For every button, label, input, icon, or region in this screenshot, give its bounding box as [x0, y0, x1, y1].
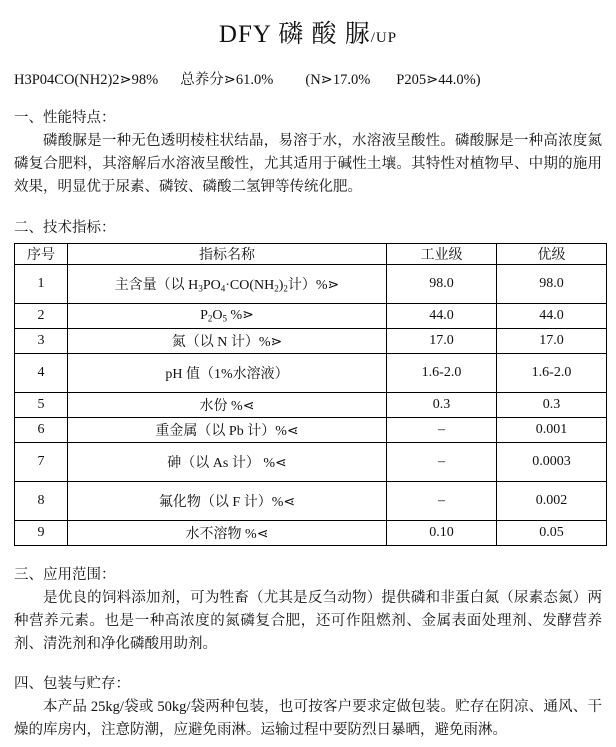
table-row [15, 520, 607, 545]
cell-industrial: 44.0 [387, 303, 497, 328]
cell-premium: 17.0 [497, 328, 607, 353]
table-row [15, 328, 607, 353]
cell-industrial: 1.6-2.0 [387, 353, 497, 392]
cell-no: 9 [15, 520, 68, 545]
section-heading-specs: 二、技术指标： [14, 219, 116, 236]
table-header-name: 指标名称 [68, 243, 387, 264]
table-row [15, 392, 607, 417]
table-header-industrial: 工业级 [387, 243, 497, 264]
cell-name: 砷（以 As 计） %⋖ [68, 442, 387, 481]
cell-industrial: 0.3 [387, 392, 497, 417]
page-title-main: DFY 磷 酸 脲 [218, 21, 371, 48]
cell-name: 重金属（以 Pb 计）%⋖ [68, 417, 387, 442]
cell-premium: 0.3 [497, 392, 607, 417]
table-row [15, 442, 607, 481]
cell-no: 5 [15, 392, 68, 417]
cell-premium: 98.0 [497, 264, 607, 303]
cell-industrial: – [387, 481, 497, 520]
page-title-sub: /UP [370, 30, 398, 46]
table-row [15, 353, 607, 392]
cell-premium: 0.0003 [497, 442, 607, 481]
spec-table [14, 243, 607, 546]
cell-no: 4 [15, 353, 68, 392]
cell-name: 水份 %⋖ [68, 392, 387, 417]
section-heading-performance: 一、性能特点： [14, 110, 116, 126]
formula-part-1: H3P04CO(NH2)2⋗98% [14, 72, 159, 88]
cell-no: 1 [15, 264, 68, 303]
cell-name: 氮（以 N 计）%⋗ [68, 328, 387, 353]
section-paragraph-application: 是优良的饲料添加剂，可为牲畜（尤其是反刍动物）提供磷和非蛋白氮（尿素态氮）两种营养元素。也是一种高浓度的氮磷复合肥，还可作阻燃剂、金属表面处理剂、发酵营养剂、清洗剂和净化磷酸用助剂。 [14, 589, 602, 652]
cell-premium: 44.0 [497, 303, 607, 328]
cell-name: $P_2O_5$ %⋗ [68, 303, 387, 328]
table-header-premium: 优级 [497, 243, 607, 264]
section-heading-packaging: 四、包装与贮存： [14, 676, 130, 693]
cell-no: 8 [15, 481, 68, 520]
table-row [15, 264, 607, 303]
cell-no: 2 [15, 303, 68, 328]
table-row [15, 417, 607, 442]
cell-premium: 0.001 [497, 417, 607, 442]
cell-premium: 1.6-2.0 [497, 353, 607, 392]
formula-line [14, 68, 602, 89]
cell-name: 主含量（以 $H_3PO_4\cdot CO(NH_2)_2$计）%⋗ [68, 264, 387, 303]
table-row [15, 303, 607, 328]
table-row [15, 481, 607, 520]
section-paragraph-packaging: 本产品 25kg/袋或 50kg/袋两种包装，也可按客户要求定做包装。贮存在阴凉、通风、干燥的库房内，注意防潮，应避免雨淋。运输过程中要防烈日暴晒，避免雨淋。 [14, 699, 602, 739]
cell-premium: 0.05 [497, 520, 607, 545]
cell-no: 3 [15, 328, 68, 353]
table-header-row [15, 243, 607, 264]
cell-premium: 0.002 [497, 481, 607, 520]
section-paragraph-performance: 磷酸脲是一种无色透明棱柱状结晶，易溶于水，水溶液呈酸性。磷酸脲是一种高浓度氮磷复合肥料，其溶解后水溶液呈酸性，尤其适用于碱性土壤。其特性对植物早、中期的施用效果，明显优于尿素、磷铵、磷酸二氢钾等传统化肥。 [14, 133, 602, 195]
cell-industrial: – [387, 442, 497, 481]
cell-name: 水不溶物 %⋖ [68, 520, 387, 545]
formula-part-4: P205⋗44.0%) [396, 72, 481, 88]
page-title [14, 14, 602, 50]
cell-industrial: – [387, 417, 497, 442]
cell-name: pH 值（1%水溶液） [68, 353, 387, 392]
table-header-no: 序号 [15, 243, 68, 264]
cell-industrial: 98.0 [387, 264, 497, 303]
section-heading-application: 三、应用范围： [14, 566, 116, 583]
cell-industrial: 17.0 [387, 328, 497, 353]
cell-no: 6 [15, 417, 68, 442]
formula-part-3: (N⋗17.0% [305, 72, 371, 88]
formula-part-2: 总养分⋗61.0% [180, 72, 274, 88]
cell-no: 7 [15, 442, 68, 481]
cell-name: 氟化物（以 F 计）%⋖ [68, 481, 387, 520]
cell-industrial: 0.10 [387, 520, 497, 545]
